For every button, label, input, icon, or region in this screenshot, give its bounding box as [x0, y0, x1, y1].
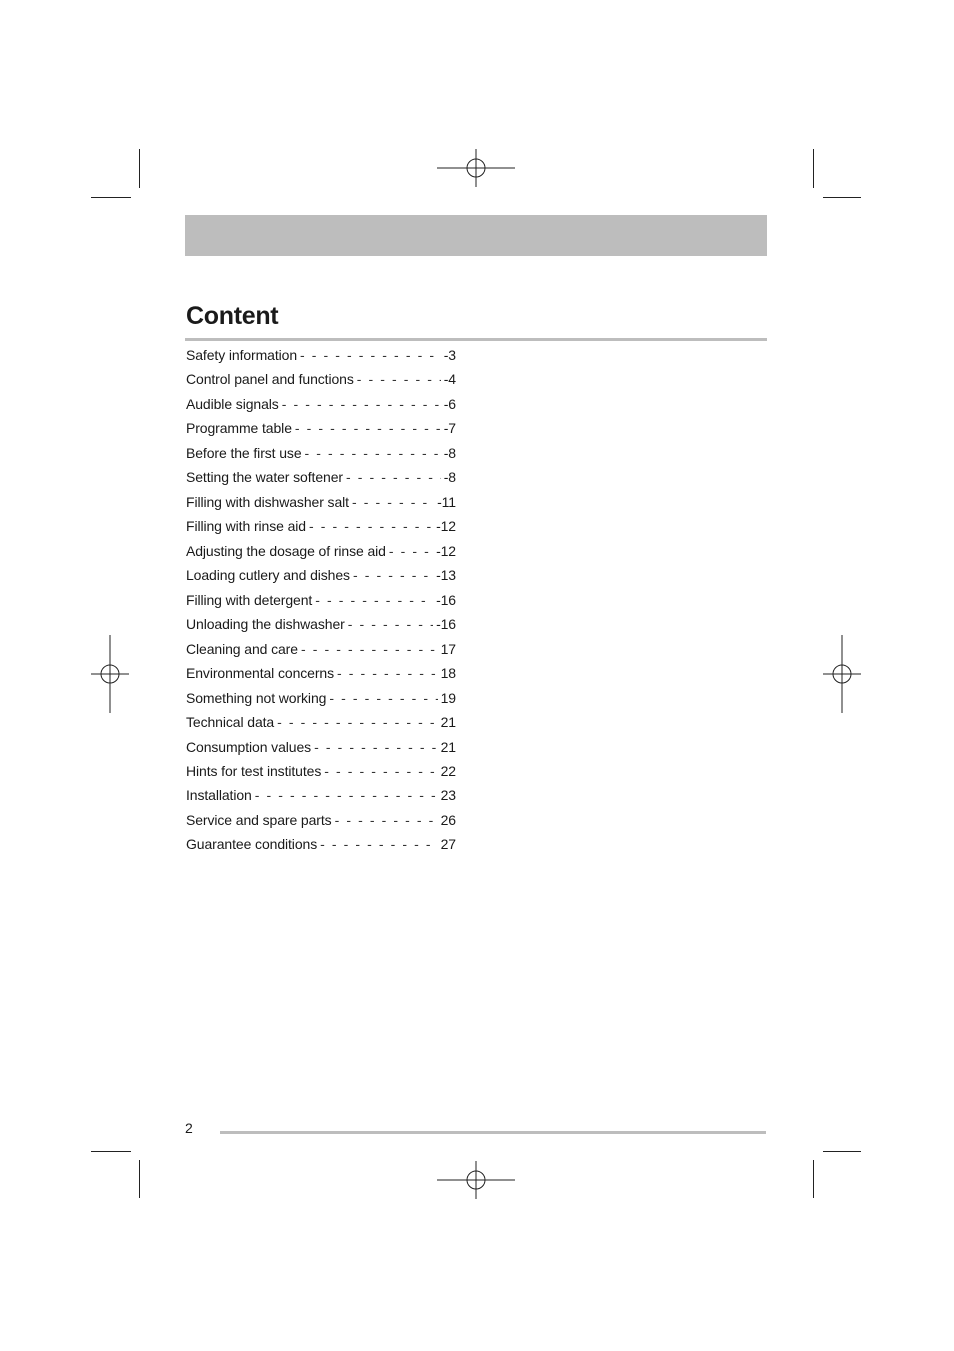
toc-entry-page: 19 [440, 689, 456, 706]
toc-entry-page: -4 [443, 371, 456, 388]
toc-entry-page: -6 [443, 395, 456, 412]
toc-entry-label: Programme table [186, 420, 292, 437]
toc-entry-label: Before the first use [186, 444, 302, 461]
toc-entry[interactable] [186, 759, 456, 783]
toc-entry-label: Environmental concerns [186, 665, 334, 682]
toc-leader-dots [346, 465, 441, 489]
toc-entry-label: Installation [186, 787, 252, 804]
toc-entry-label: Technical data [186, 714, 275, 731]
toc-leader-dots [353, 563, 433, 587]
toc-entry-page: -12 [436, 542, 456, 559]
toc-entry-page: 23 [440, 787, 456, 804]
toc-entry[interactable] [186, 539, 456, 563]
toc-entry-page: -8 [443, 444, 456, 461]
toc-entry-label: Audible signals [186, 395, 279, 412]
crop-mark-bottom-left-vertical [139, 1160, 140, 1198]
crop-mark-top-left-vertical [139, 149, 140, 188]
toc-leader-dots [329, 686, 437, 710]
registration-mark-right [803, 635, 881, 713]
table-of-contents [186, 343, 456, 857]
crop-mark-bottom-right-horizontal [823, 1151, 861, 1152]
toc-entry[interactable] [186, 441, 456, 465]
crop-mark-top-left-horizontal [91, 197, 131, 198]
toc-entry[interactable] [186, 686, 456, 710]
toc-entry[interactable] [186, 808, 456, 832]
crop-mark-bottom-right-vertical [813, 1160, 814, 1198]
toc-leader-dots [295, 416, 441, 440]
toc-entry-label: Something not working [186, 689, 327, 706]
toc-leader-dots [305, 441, 441, 465]
toc-leader-dots [255, 783, 438, 807]
toc-leader-dots [277, 710, 438, 734]
toc-leader-dots [314, 735, 438, 759]
registration-mark-left [71, 635, 149, 713]
toc-entry-label: Hints for test institutes [186, 762, 322, 779]
toc-entry-page: 21 [440, 738, 456, 755]
toc-leader-dots [335, 808, 438, 832]
toc-entry-label: Safety information [186, 347, 298, 363]
toc-leader-dots [282, 392, 441, 416]
toc-entry-page: -16 [436, 616, 456, 633]
crop-mark-top-right-vertical [813, 149, 814, 188]
toc-entry[interactable] [186, 416, 456, 440]
page-title: Content [186, 302, 279, 330]
toc-entry-label: Filling with dishwasher salt [186, 493, 349, 510]
toc-leader-dots [315, 588, 433, 612]
toc-leader-dots [352, 490, 434, 514]
toc-entry-label: Filling with rinse aid [186, 518, 306, 535]
toc-entry[interactable] [186, 783, 456, 807]
toc-entry-label: Loading cutlery and dishes [186, 567, 350, 584]
toc-entry-label: Cleaning and care [186, 640, 298, 657]
toc-entry-page: 22 [440, 762, 456, 779]
toc-leader-dots [320, 832, 438, 856]
footer-rule [220, 1131, 766, 1134]
registration-mark-top [437, 129, 515, 207]
header-band [185, 215, 767, 256]
toc-entry[interactable] [186, 490, 456, 514]
toc-entry[interactable] [186, 661, 456, 685]
toc-leader-dots [324, 759, 437, 783]
toc-entry[interactable] [186, 392, 456, 416]
toc-entry-page: -11 [437, 493, 456, 510]
toc-leader-dots [348, 612, 433, 636]
toc-entry-label: Filling with detergent [186, 591, 313, 608]
crop-mark-top-right-horizontal [823, 197, 861, 198]
toc-entry-page: -7 [443, 420, 456, 437]
title-underline [185, 338, 767, 341]
toc-entry-page: -8 [443, 469, 456, 486]
toc-entry-label: Adjusting the dosage of rinse aid [186, 542, 386, 559]
toc-entry-page: 27 [440, 836, 456, 853]
toc-entry-page: -16 [436, 591, 456, 608]
toc-entry[interactable] [186, 367, 456, 391]
toc-entry-label: Service and spare parts [186, 811, 332, 828]
toc-entry[interactable] [186, 563, 456, 587]
toc-entry[interactable] [186, 637, 456, 661]
toc-entry[interactable] [186, 735, 456, 759]
toc-entry[interactable] [186, 588, 456, 612]
toc-entry-page: -3 [443, 347, 456, 363]
toc-entry-label: Guarantee conditions [186, 836, 318, 853]
toc-entry[interactable] [186, 465, 456, 489]
toc-entry[interactable] [186, 343, 456, 367]
toc-leader-dots [300, 343, 441, 367]
toc-leader-dots [389, 539, 433, 563]
toc-entry[interactable] [186, 710, 456, 734]
toc-leader-dots [309, 514, 433, 538]
toc-entry-label: Consumption values [186, 738, 312, 755]
crop-mark-bottom-left-horizontal [91, 1151, 131, 1152]
toc-entry[interactable] [186, 612, 456, 636]
toc-entry-label: Control panel and functions [186, 371, 354, 388]
toc-entry-page: 18 [440, 665, 456, 682]
toc-entry[interactable] [186, 832, 456, 856]
toc-entry[interactable] [186, 514, 456, 538]
toc-entry-page: 26 [440, 811, 456, 828]
registration-mark-bottom [437, 1141, 515, 1219]
page-number: 2 [185, 1120, 193, 1136]
toc-entry-page: 17 [440, 640, 456, 657]
toc-leader-dots [337, 661, 438, 685]
toc-leader-dots [301, 637, 438, 661]
toc-entry-page: -13 [436, 567, 456, 584]
toc-leader-dots [357, 367, 441, 391]
toc-entry-page: -12 [436, 518, 456, 535]
toc-entry-label: Unloading the dishwasher [186, 616, 345, 633]
toc-entry-page: 21 [440, 714, 456, 731]
toc-entry-label: Setting the water softener [186, 469, 343, 486]
